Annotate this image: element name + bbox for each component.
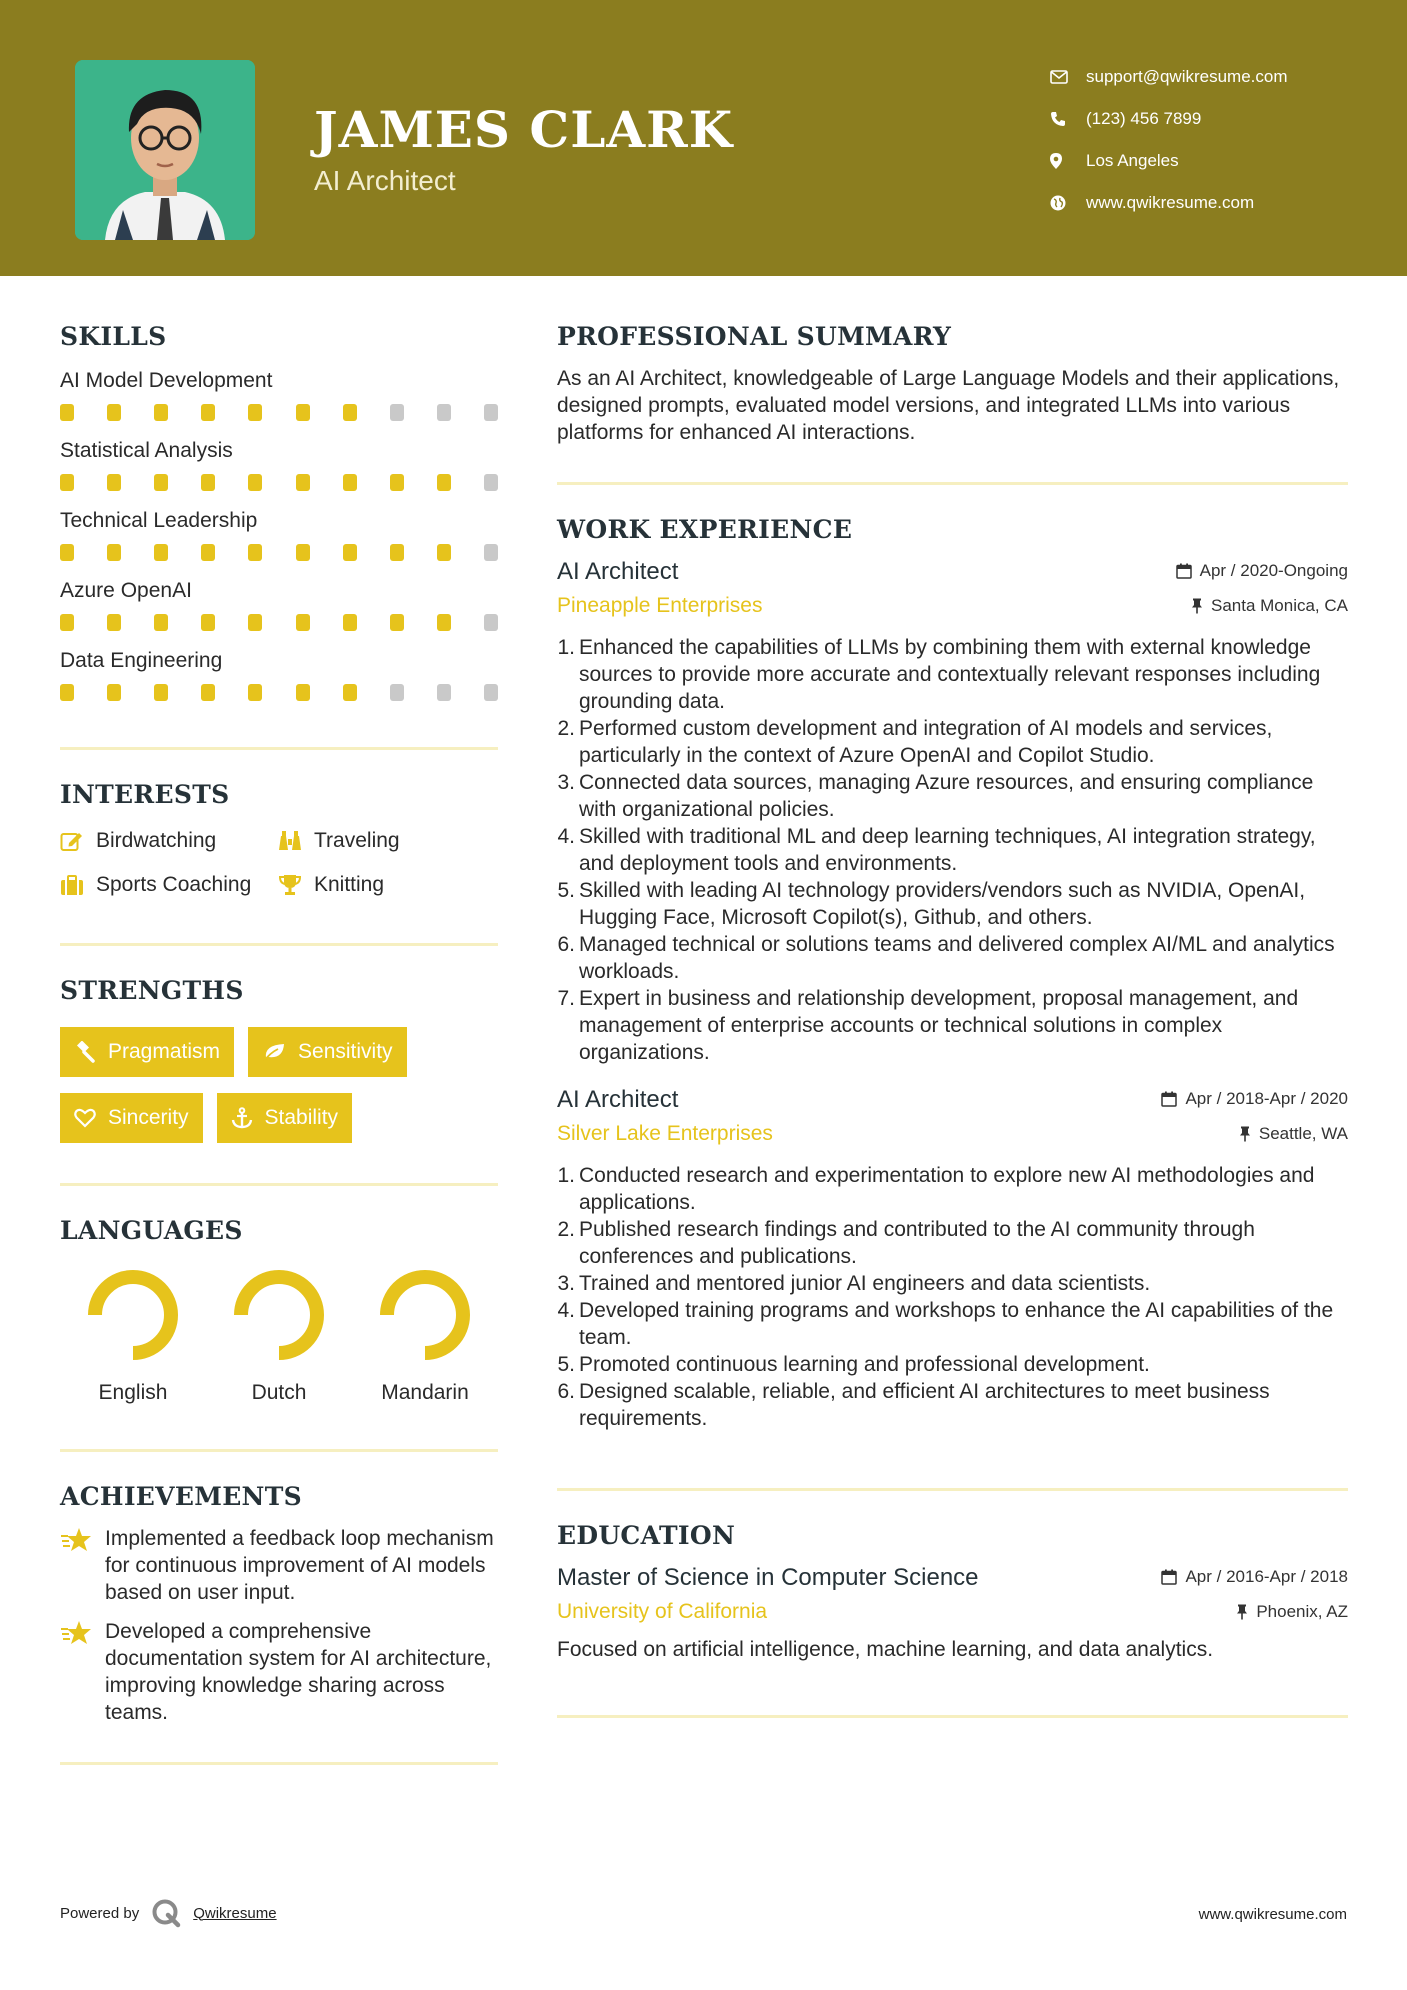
rating-dot-empty xyxy=(437,684,451,701)
interest-label: Knitting xyxy=(314,873,385,896)
summary-heading: PROFESSIONAL SUMMARY xyxy=(557,322,952,351)
interest-label: Sports Coaching xyxy=(96,873,252,896)
binoculars-icon xyxy=(278,830,314,852)
duty-number: 1. xyxy=(557,636,575,659)
language-item xyxy=(352,1267,498,1405)
language-gauge xyxy=(377,1267,473,1363)
language-level-arc xyxy=(95,1277,171,1353)
header-banner xyxy=(0,0,1407,276)
skill-rating xyxy=(60,684,498,701)
powered-by-text: Powered by xyxy=(60,1904,140,1922)
language-level-arc xyxy=(387,1277,463,1353)
interests-section xyxy=(60,780,498,897)
rating-dot-filled xyxy=(248,684,262,701)
duty-number: 4. xyxy=(557,1299,575,1322)
skill-name: Technical Leadership xyxy=(60,509,258,532)
rating-dot-filled xyxy=(390,614,404,631)
skill-item xyxy=(60,369,498,421)
job-location xyxy=(1239,1124,1348,1144)
company-name: Silver Lake Enterprises xyxy=(557,1122,773,1145)
interest-item xyxy=(278,829,498,853)
duty-item xyxy=(557,931,1348,985)
rating-dot-empty xyxy=(484,474,498,491)
achievement-text: Implemented a feedback loop mechanism for continuous improvement of AI models based on user input. xyxy=(105,1527,494,1604)
degree-name: Master of Science in Computer Science xyxy=(557,1564,979,1591)
job-header xyxy=(557,1086,1348,1114)
interest-label: Traveling xyxy=(314,829,400,852)
achievement-text: Developed a comprehensive documentation system for AI architecture, improving knowledge sharing across teams. xyxy=(105,1620,492,1724)
rating-dot-empty xyxy=(390,404,404,421)
contact-phone-text: (123) 456 7899 xyxy=(1086,109,1202,128)
skill-item xyxy=(60,579,498,631)
duty-number: 6. xyxy=(557,933,575,956)
calendar-icon xyxy=(1161,1569,1177,1585)
duty-item xyxy=(557,769,1348,823)
strength-label: Sincerity xyxy=(108,1106,189,1129)
rating-dot-filled xyxy=(343,474,357,491)
education-description: Focused on artificial intelligence, machine learning, and data analytics. xyxy=(557,1638,1214,1661)
language-gauge xyxy=(231,1267,327,1363)
skills-list xyxy=(60,369,498,701)
star-icon xyxy=(60,1525,105,1606)
rating-dot-empty xyxy=(484,614,498,631)
duty-item xyxy=(557,1270,1348,1297)
education-subheader xyxy=(557,1600,1348,1624)
contact-email[interactable] xyxy=(1050,56,1288,98)
job-subheader xyxy=(557,1122,1348,1146)
duties-list xyxy=(557,1162,1348,1432)
rating-dot-filled xyxy=(60,614,74,631)
education-header xyxy=(557,1564,1348,1592)
section-divider xyxy=(60,1449,498,1452)
skill-item xyxy=(60,649,498,701)
rating-dot-filled xyxy=(60,404,74,421)
strength-badge xyxy=(248,1027,407,1077)
contact-location-text: Los Angeles xyxy=(1086,151,1179,170)
contact-phone[interactable] xyxy=(1050,98,1288,140)
rating-dot-filled xyxy=(154,474,168,491)
skill-name: Data Engineering xyxy=(60,649,223,672)
duty-text: Promoted continuous learning and professional development. xyxy=(579,1353,1150,1376)
strength-badge xyxy=(60,1093,203,1143)
rating-dot-filled xyxy=(60,474,74,491)
skills-section xyxy=(60,322,498,701)
skill-rating xyxy=(60,544,498,561)
duty-number: 1. xyxy=(557,1164,575,1187)
duty-text: Enhanced the capabilities of LLMs by combining them with external knowledge sources to provide more accurate and contextually relevant responses including grounding data. xyxy=(579,636,1321,713)
skill-item xyxy=(60,439,498,491)
achievements-section xyxy=(60,1482,498,1726)
strength-label: Pragmatism xyxy=(108,1040,221,1063)
duty-number: 6. xyxy=(557,1380,575,1403)
pushpin-icon xyxy=(1191,598,1203,614)
language-name: Mandarin xyxy=(381,1381,469,1404)
job-dates-text: Apr / 2018-Apr / 2020 xyxy=(1185,1089,1348,1108)
achievement-item xyxy=(60,1618,498,1726)
school-name: University of California xyxy=(557,1600,768,1623)
section-divider xyxy=(557,482,1348,485)
experience-heading: WORK EXPERIENCE xyxy=(557,515,853,544)
duty-item xyxy=(557,1378,1348,1432)
duty-item xyxy=(557,877,1348,931)
job-entry xyxy=(557,1086,1348,1432)
contact-email-text: support@qwikresume.com xyxy=(1086,67,1288,86)
rating-dot-filled xyxy=(390,474,404,491)
duty-number: 2. xyxy=(557,717,575,740)
job-dates xyxy=(1176,561,1348,581)
rating-dot-filled xyxy=(248,404,262,421)
interest-label: Birdwatching xyxy=(96,829,217,852)
languages-list xyxy=(60,1267,498,1405)
heart-icon xyxy=(74,1108,96,1128)
language-item xyxy=(60,1267,206,1405)
job-dates xyxy=(1161,1089,1348,1109)
duties-list xyxy=(557,634,1348,1066)
candidate-title: AI Architect xyxy=(314,165,456,196)
job-location xyxy=(1191,596,1348,616)
footer-powered-by xyxy=(60,1898,277,1928)
map-pin-icon xyxy=(1050,153,1086,169)
duty-item xyxy=(557,1297,1348,1351)
rating-dot-filled xyxy=(60,544,74,561)
section-divider xyxy=(60,747,498,750)
gavel-icon xyxy=(74,1041,96,1063)
rating-dot-filled xyxy=(201,404,215,421)
rating-dot-filled xyxy=(107,544,121,561)
duty-number: 5. xyxy=(557,879,575,902)
duty-text: Performed custom development and integration of AI models and services, particularly in the context of Azure OpenAI and Copilot Studio. xyxy=(579,717,1273,767)
job-dates-text: Apr / 2020-Ongoing xyxy=(1199,561,1348,580)
duty-item xyxy=(557,1162,1348,1216)
rating-dot-filled xyxy=(60,684,74,701)
job-location-text: Seattle, WA xyxy=(1258,1124,1348,1143)
language-gauge xyxy=(85,1267,181,1363)
duty-number: 2. xyxy=(557,1218,575,1241)
rating-dot-filled xyxy=(248,614,262,631)
skills-heading: SKILLS xyxy=(60,322,167,351)
duty-item xyxy=(557,1351,1348,1378)
strength-badge xyxy=(217,1093,353,1143)
interest-item xyxy=(278,873,498,897)
rating-dot-empty xyxy=(390,684,404,701)
rating-dot-filled xyxy=(437,544,451,561)
contact-website-text: www.qwikresume.com xyxy=(1086,193,1255,212)
duty-text: Expert in business and relationship development, proposal management, and management of enterprise accounts or technical solutions in complex organizations. xyxy=(579,987,1299,1064)
briefcase-icon xyxy=(60,874,96,896)
summary-text: As an AI Architect, knowledgeable of Large Language Models and their applications, designed prompts, evaluated model versions, and integrated LLMs into various platforms for enhanced AI interactions. xyxy=(557,367,1340,444)
rating-dot-filled xyxy=(343,404,357,421)
job-entry xyxy=(557,558,1348,1066)
duty-item xyxy=(557,823,1348,877)
education-dates-text: Apr / 2016-Apr / 2018 xyxy=(1185,1567,1348,1586)
rating-dot-filled xyxy=(296,544,310,561)
rating-dot-filled xyxy=(296,474,310,491)
rating-dot-filled xyxy=(390,544,404,561)
skill-name: AI Model Development xyxy=(60,369,273,392)
languages-heading: LANGUAGES xyxy=(60,1216,243,1245)
pushpin-icon xyxy=(1239,1126,1251,1142)
rating-dot-filled xyxy=(343,684,357,701)
rating-dot-filled xyxy=(248,544,262,561)
duty-text: Published research findings and contributed to the AI community through conferences and publications. xyxy=(579,1218,1255,1268)
skill-rating xyxy=(60,614,498,631)
rating-dot-filled xyxy=(296,614,310,631)
skill-rating xyxy=(60,474,498,491)
languages-section xyxy=(60,1216,498,1405)
rating-dot-filled xyxy=(296,684,310,701)
duty-text: Conducted research and experimentation to explore new AI methodologies and applications. xyxy=(579,1164,1315,1214)
job-header xyxy=(557,558,1348,586)
interests-heading: INTERESTS xyxy=(60,780,230,809)
duty-text: Developed training programs and workshops to enhance the AI capabilities of the team. xyxy=(579,1299,1334,1349)
duty-number: 3. xyxy=(557,771,575,794)
interest-item xyxy=(60,829,278,853)
rating-dot-filled xyxy=(107,614,121,631)
job-subheader xyxy=(557,594,1348,618)
language-item xyxy=(206,1267,352,1405)
duty-text: Trained and mentored junior AI engineers and data scientists. xyxy=(579,1272,1151,1295)
education-heading: EDUCATION xyxy=(557,1521,736,1550)
education-dates xyxy=(1161,1567,1348,1587)
education-location xyxy=(1236,1602,1348,1622)
leaf-icon xyxy=(262,1042,286,1062)
footer-website-link[interactable]: www.qwikresume.com xyxy=(1198,1906,1347,1923)
anchor-icon xyxy=(231,1107,253,1129)
envelope-icon xyxy=(1050,70,1086,84)
qwikresume-logo-icon xyxy=(151,1898,181,1928)
rating-dot-filled xyxy=(154,614,168,631)
candidate-name: JAMES CLARK xyxy=(314,100,734,159)
rating-dot-filled xyxy=(154,404,168,421)
education-location-text: Phoenix, AZ xyxy=(1256,1602,1348,1621)
skill-name: Statistical Analysis xyxy=(60,439,233,462)
rating-dot-filled xyxy=(201,684,215,701)
section-divider xyxy=(60,1762,498,1765)
duty-item xyxy=(557,1216,1348,1270)
strengths-list xyxy=(60,1027,498,1143)
language-level-arc xyxy=(241,1277,317,1353)
calendar-icon xyxy=(1161,1091,1177,1107)
strength-label: Stability xyxy=(264,1106,339,1129)
job-title: AI Architect xyxy=(557,1086,679,1113)
rating-dot-filled xyxy=(343,614,357,631)
duty-item xyxy=(557,634,1348,715)
qwikresume-link[interactable]: Qwikresume xyxy=(193,1904,277,1922)
duty-item xyxy=(557,985,1348,1066)
rating-dot-filled xyxy=(201,614,215,631)
interest-item xyxy=(60,873,278,897)
contact-location xyxy=(1050,140,1288,182)
pencil-square-icon xyxy=(60,830,96,852)
strength-label: Sensitivity xyxy=(298,1040,393,1063)
achievement-item xyxy=(60,1525,498,1606)
contact-list xyxy=(1050,56,1288,224)
rating-dot-empty xyxy=(437,404,451,421)
contact-website[interactable] xyxy=(1050,182,1288,224)
summary-section xyxy=(557,322,1348,446)
calendar-icon xyxy=(1176,563,1192,579)
experience-section xyxy=(557,515,1348,1432)
trophy-icon xyxy=(278,874,314,896)
section-divider xyxy=(60,943,498,946)
achievements-heading: ACHIEVEMENTS xyxy=(60,1482,302,1511)
skill-name: Azure OpenAI xyxy=(60,579,192,602)
duty-text: Designed scalable, reliable, and efficient AI architectures to meet business requirements. xyxy=(579,1380,1270,1430)
right-column xyxy=(557,322,1348,1718)
skill-item xyxy=(60,509,498,561)
duty-text: Skilled with traditional ML and deep learning techniques, AI integration strategy, and deployment tools and environments. xyxy=(579,825,1316,875)
company-name: Pineapple Enterprises xyxy=(557,594,763,617)
rating-dot-filled xyxy=(107,474,121,491)
duty-item xyxy=(557,715,1348,769)
section-divider xyxy=(557,1488,1348,1491)
job-title: AI Architect xyxy=(557,558,679,585)
phone-icon xyxy=(1050,111,1086,127)
rating-dot-filled xyxy=(154,544,168,561)
interests-list xyxy=(60,829,498,897)
rating-dot-empty xyxy=(484,404,498,421)
language-name: English xyxy=(98,1381,168,1404)
strengths-heading: STRENGTHS xyxy=(60,976,244,1005)
rating-dot-filled xyxy=(437,474,451,491)
rating-dot-filled xyxy=(248,474,262,491)
section-divider xyxy=(557,1715,1348,1718)
strengths-section xyxy=(60,976,498,1143)
duty-number: 5. xyxy=(557,1353,575,1376)
rating-dot-filled xyxy=(296,404,310,421)
strength-badge xyxy=(60,1027,234,1077)
education-section xyxy=(557,1521,1348,1663)
rating-dot-empty xyxy=(484,544,498,561)
pushpin-icon xyxy=(1236,1604,1248,1620)
duty-text: Connected data sources, managing Azure resources, and ensuring compliance with organizational policies. xyxy=(579,771,1314,821)
section-divider xyxy=(60,1183,498,1186)
rating-dot-filled xyxy=(107,684,121,701)
duty-number: 4. xyxy=(557,825,575,848)
duty-text: Managed technical or solutions teams and delivered complex AI/ML and analytics workloads. xyxy=(579,933,1335,983)
skill-rating xyxy=(60,404,498,421)
duty-number: 3. xyxy=(557,1272,575,1295)
rating-dot-filled xyxy=(201,474,215,491)
left-column xyxy=(60,322,498,1765)
rating-dot-filled xyxy=(437,614,451,631)
job-location-text: Santa Monica, CA xyxy=(1210,596,1348,615)
duty-text: Skilled with leading AI technology providers/vendors such as NVIDIA, OpenAI, Hugging Face, Microsoft Copilot(s), Github, and others. xyxy=(579,879,1306,929)
globe-icon xyxy=(1050,195,1086,211)
language-name: Dutch xyxy=(251,1381,307,1404)
duty-number: 7. xyxy=(557,987,575,1010)
rating-dot-filled xyxy=(343,544,357,561)
profile-photo xyxy=(75,60,255,240)
star-icon xyxy=(60,1618,105,1726)
rating-dot-filled xyxy=(154,684,168,701)
rating-dot-empty xyxy=(484,684,498,701)
rating-dot-filled xyxy=(107,404,121,421)
rating-dot-filled xyxy=(201,544,215,561)
